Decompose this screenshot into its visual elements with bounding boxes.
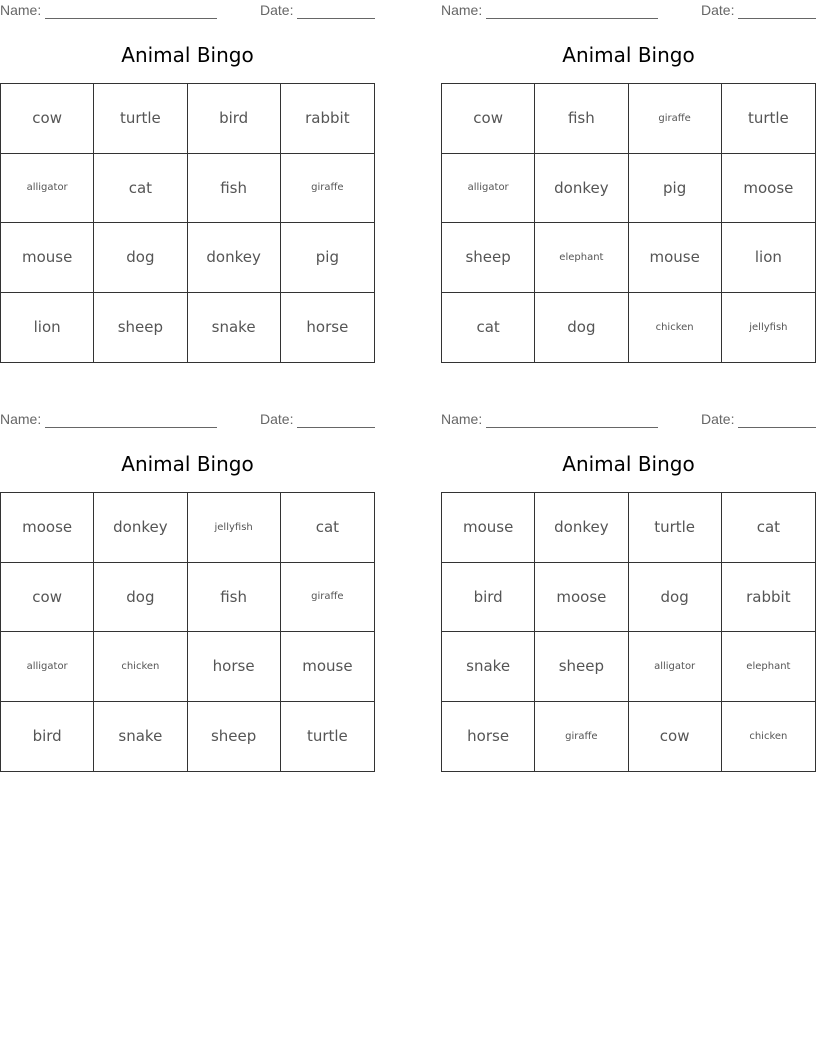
date-label: Date:: [260, 411, 294, 427]
bingo-cell: sheep: [442, 223, 535, 293]
bingo-cell: turtle: [722, 84, 815, 154]
bingo-cell: sheep: [535, 632, 628, 702]
date-field[interactable]: [297, 427, 375, 428]
bingo-grid: [441, 492, 816, 772]
name-field[interactable]: [45, 427, 217, 428]
name-field[interactable]: [45, 18, 217, 19]
bingo-cell: jellyfish: [749, 321, 788, 333]
bingo-cell: jellyfish: [188, 493, 281, 563]
bingo-cell: donkey: [188, 223, 281, 293]
bingo-cell: sheep: [94, 293, 187, 363]
bingo-cell: bird: [188, 84, 281, 154]
bingo-cell: snake: [188, 293, 281, 363]
bingo-cell: giraffe: [535, 702, 628, 772]
bingo-cell: rabbit: [281, 84, 374, 154]
card-title: Animal Bingo: [562, 452, 695, 476]
bingo-cell: elephant: [722, 632, 815, 702]
bingo-cell: chicken: [94, 632, 187, 702]
card-header: [0, 2, 375, 20]
bingo-cell: dog: [629, 563, 722, 633]
bingo-cell: cat: [94, 154, 187, 224]
name-label: Name:: [441, 2, 483, 18]
bingo-card-3: [0, 409, 375, 773]
date-field[interactable]: [297, 18, 375, 19]
bingo-cell: moose: [722, 154, 815, 224]
bingo-cell: cow: [1, 563, 94, 633]
card-header: [441, 411, 816, 429]
bingo-grid: [441, 83, 816, 363]
name-field[interactable]: [486, 18, 658, 19]
name-label: Name:: [0, 2, 42, 18]
bingo-cell: moose: [535, 563, 628, 633]
date-field[interactable]: [738, 18, 816, 19]
bingo-card-4: [441, 409, 816, 773]
date-field[interactable]: [738, 427, 816, 428]
bingo-cell: horse: [306, 318, 349, 337]
bingo-cell: snake: [94, 702, 187, 772]
bingo-cell: cat: [281, 493, 374, 563]
bingo-grid: [0, 492, 375, 772]
bingo-cell: giraffe: [281, 154, 374, 224]
bingo-cell: chicken: [749, 730, 788, 742]
date-label: Date:: [701, 411, 735, 427]
bingo-cell: giraffe: [629, 84, 722, 154]
bingo-cell: fish: [188, 154, 281, 224]
bingo-cell: sheep: [188, 702, 281, 772]
card-title: Animal Bingo: [121, 452, 254, 476]
bingo-cell: lion: [1, 293, 94, 363]
bingo-cell: horse: [442, 702, 535, 772]
bingo-cell: cow: [629, 702, 722, 772]
bingo-card-1: [0, 0, 375, 364]
card-header: [0, 411, 375, 429]
bingo-cell: mouse: [442, 493, 535, 563]
bingo-cell: giraffe: [281, 563, 374, 633]
bingo-cell: elephant: [535, 223, 628, 293]
bingo-cell: fish: [188, 563, 281, 633]
bingo-cell: dog: [94, 563, 187, 633]
bingo-cell: donkey: [535, 493, 628, 563]
bingo-cell: turtle: [94, 84, 187, 154]
bingo-cell: snake: [442, 632, 535, 702]
bingo-cell: horse: [188, 632, 281, 702]
bingo-cell: dog: [535, 293, 628, 363]
bingo-cell: alligator: [629, 632, 722, 702]
bingo-cell: pig: [281, 223, 374, 293]
bingo-cell: moose: [1, 493, 94, 563]
date-label: Date:: [260, 2, 294, 18]
bingo-cell: pig: [629, 154, 722, 224]
bingo-card-2: [441, 0, 816, 364]
bingo-cell: cat: [722, 493, 815, 563]
bingo-cell: fish: [535, 84, 628, 154]
bingo-cell: dog: [94, 223, 187, 293]
bingo-cell: lion: [722, 223, 815, 293]
bingo-cell: mouse: [281, 632, 374, 702]
bingo-cell: cow: [1, 84, 94, 154]
bingo-cell: turtle: [629, 493, 722, 563]
bingo-cell: donkey: [94, 493, 187, 563]
card-title: Animal Bingo: [121, 43, 254, 67]
bingo-grid: [0, 83, 375, 363]
bingo-cell: rabbit: [722, 563, 815, 633]
bingo-cell: alligator: [1, 632, 94, 702]
name-label: Name:: [441, 411, 483, 427]
card-header: [441, 2, 816, 20]
bingo-cell: cow: [442, 84, 535, 154]
card-title: Animal Bingo: [562, 43, 695, 67]
bingo-cell: alligator: [442, 154, 535, 224]
name-field[interactable]: [486, 427, 658, 428]
bingo-cell: cat: [442, 293, 535, 363]
bingo-cell: mouse: [1, 223, 94, 293]
date-label: Date:: [701, 2, 735, 18]
bingo-cell: chicken: [629, 293, 722, 363]
bingo-cell: mouse: [629, 223, 722, 293]
name-label: Name:: [0, 411, 42, 427]
bingo-cell: turtle: [306, 727, 348, 746]
bingo-cell: bird: [442, 563, 535, 633]
bingo-cell: alligator: [1, 154, 94, 224]
bingo-cell: donkey: [535, 154, 628, 224]
bingo-cell: bird: [1, 702, 94, 772]
